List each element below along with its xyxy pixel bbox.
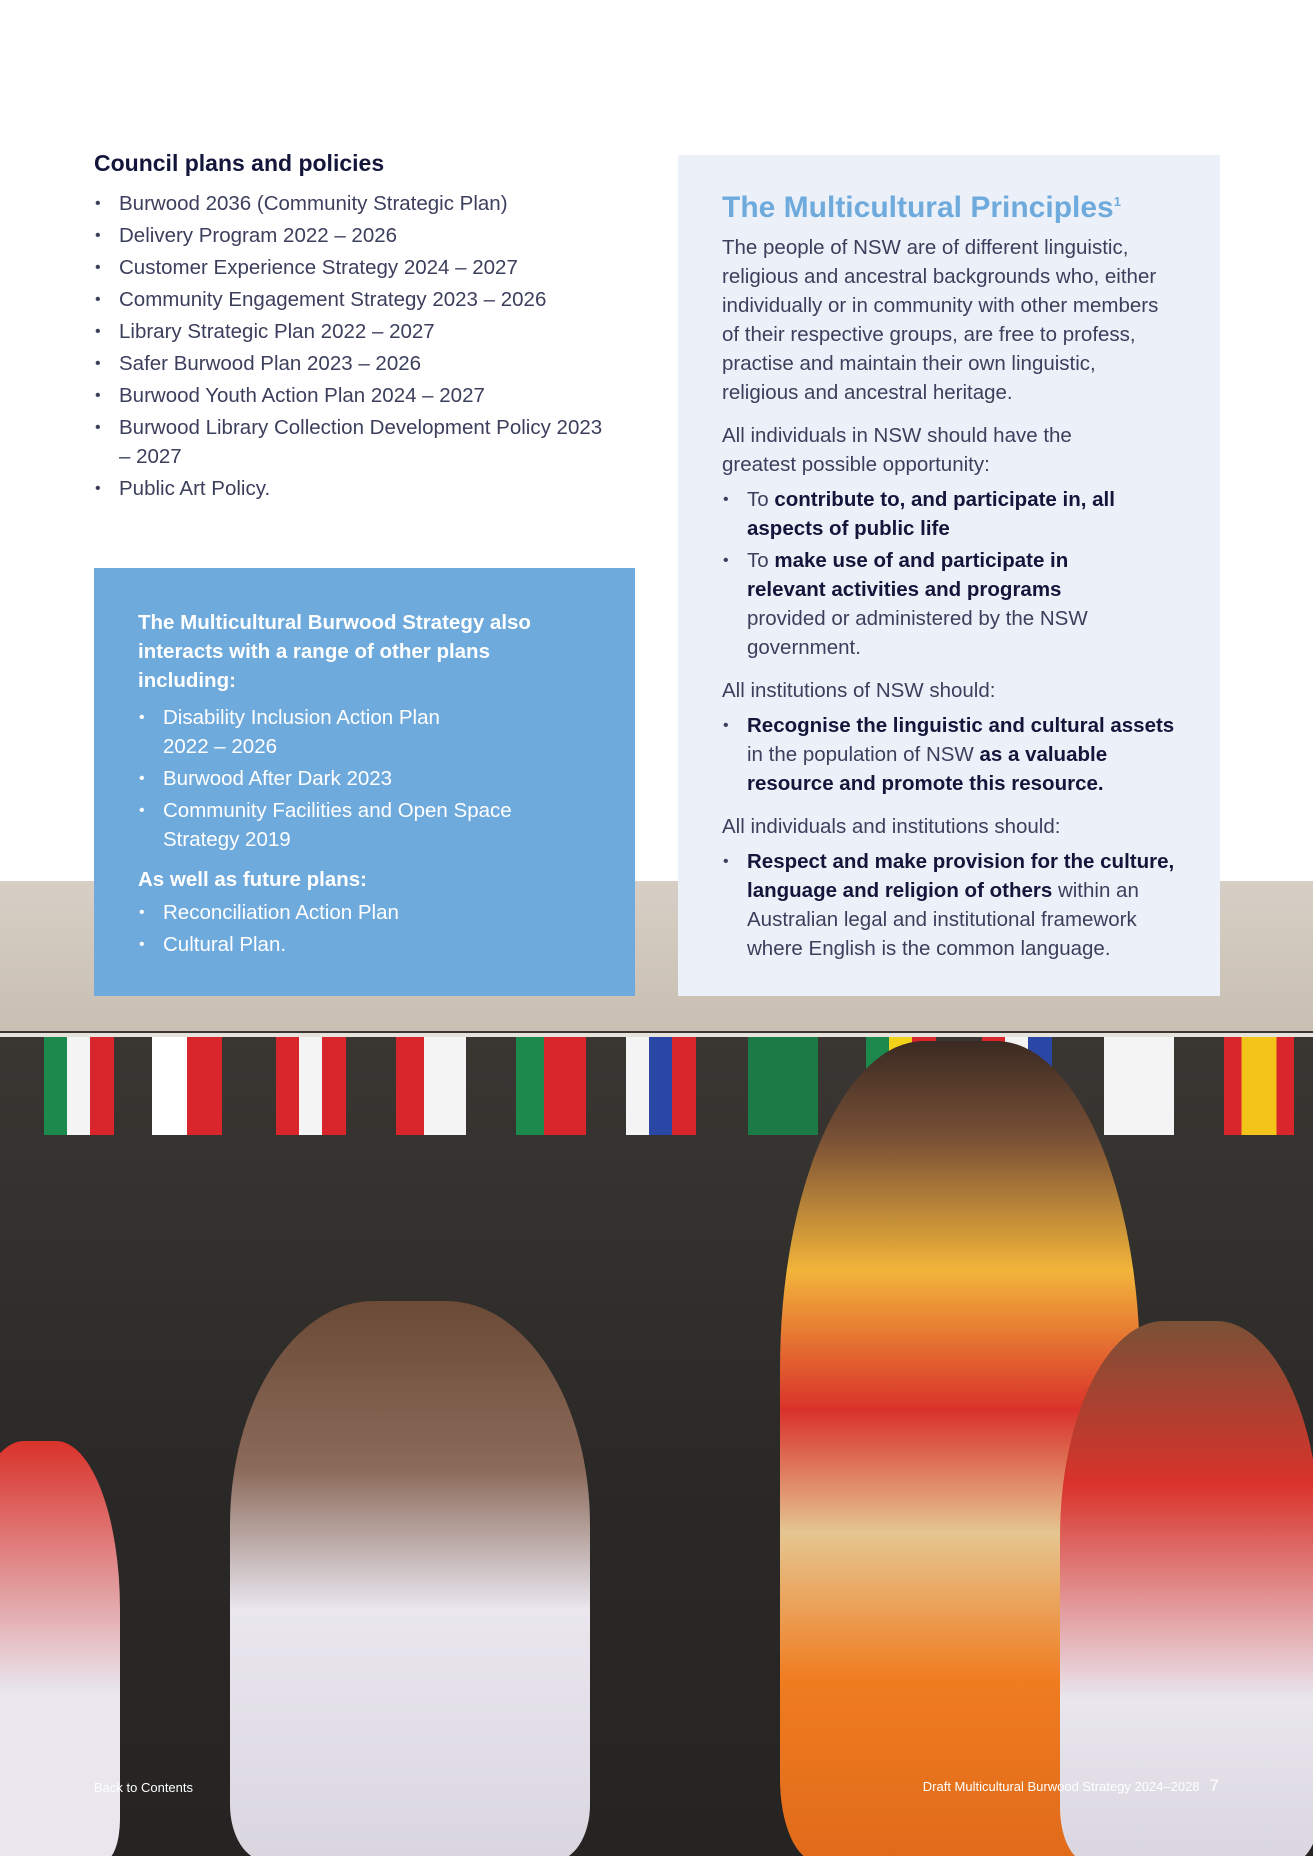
other-plans-list [138,703,591,854]
item-emphasis: as a valuable resource and promote this resource. [747,743,1108,795]
list-item: • Delivery Program 2022 – 2026 [94,221,634,250]
list-item: • Disability Inclusion Action Plan 2022 – 2026 [138,703,591,761]
future-plans-list [138,898,591,959]
item-emphasis: make use of and participate in relevant activities and programs [747,549,1069,601]
council-plans-heading: Council plans and policies [94,150,385,176]
list-item: • Community Facilities and Open Space Strategy 2019 [138,796,591,854]
both-list [722,847,1176,963]
principles-intro: The people of NSW are of different linguistic, religious and ancestral backgrounds who, either individually or in community with other members of their respective groups, are free to profess, practise and maintain their own linguistic, religious and ancestral heritage. [722,236,1159,404]
list-item [722,711,1176,798]
other-plans-lead: The Multicultural Burwood Strategy also interacts with a range of other plans including: [138,611,531,692]
council-plans-section [94,150,634,506]
item-suffix: provided or administered by the NSW government. [747,607,1088,659]
page-footer [923,1776,1219,1796]
list-item: • Customer Experience Strategy 2024 – 2027 [94,253,634,282]
item-suffix: within an Australian legal and institutional framework where English is the common language. [747,879,1139,960]
item-emphasis: contribute to, and participate in, all aspects of public life [747,488,1115,540]
flag-italy [44,1037,114,1135]
page-number: 7 [1209,1776,1219,1795]
footnote-marker[interactable]: 1 [1113,194,1121,209]
institutions-list [722,711,1176,798]
flag-panama [152,1037,222,1135]
list-item [722,847,1176,963]
flag-korea [1104,1037,1174,1135]
individuals-list [722,485,1176,662]
list-item: • Burwood Youth Action Plan 2024 – 2027 [94,381,634,410]
institutions-lead: All institutions of NSW should: [722,679,996,702]
flag-peru [276,1037,346,1135]
flag-spain [1224,1037,1294,1135]
item-middle: in the population of NSW [747,743,980,766]
list-item: • Public Art Policy. [94,474,634,503]
list-item: • Burwood 2036 (Community Strategic Plan) [94,189,634,218]
flag-red-white [396,1037,466,1135]
council-plans-list [94,189,634,503]
back-to-contents-link[interactable]: Back to Contents [94,1780,193,1795]
dancer-left [230,1301,590,1856]
list-item: • Community Engagement Strategy 2023 – 2026 [94,285,634,314]
list-item: • Cultural Plan. [138,930,591,959]
item-prefix: To [747,549,775,572]
list-item: • Reconciliation Action Plan [138,898,591,927]
individuals-lead: All individuals in NSW should have the greatest possible opportunity: [722,424,1072,476]
item-emphasis: Recognise the linguistic and cultural assets [747,714,1175,737]
flag-russia [626,1037,696,1135]
list-item: • Burwood After Dark 2023 [138,764,591,793]
both-lead: All individuals and institutions should: [722,815,1061,838]
other-plans-callout [94,568,635,996]
list-item: • Library Strategic Plan 2022 – 2027 [94,317,634,346]
flag-saudi [748,1037,818,1135]
document-title: Draft Multicultural Burwood Strategy 2024–2028 [922,1779,1200,1794]
future-plans-heading: As well as future plans: [138,868,367,891]
list-item: • Burwood Library Collection Development Policy 2023 – 2027 [94,413,634,471]
item-emphasis: Respect and make provision for the culture, language and religion of others [747,850,1175,902]
list-item: • Safer Burwood Plan 2023 – 2026 [94,349,634,378]
flag-portugal [516,1037,586,1135]
list-item [722,546,1176,662]
item-prefix: To [747,488,775,511]
principles-title-text: The Multicultural Principles [722,191,1114,224]
multicultural-principles-panel [678,155,1220,996]
principles-title [722,191,1176,225]
list-item [722,485,1176,543]
dancers-photo [0,881,1313,1856]
